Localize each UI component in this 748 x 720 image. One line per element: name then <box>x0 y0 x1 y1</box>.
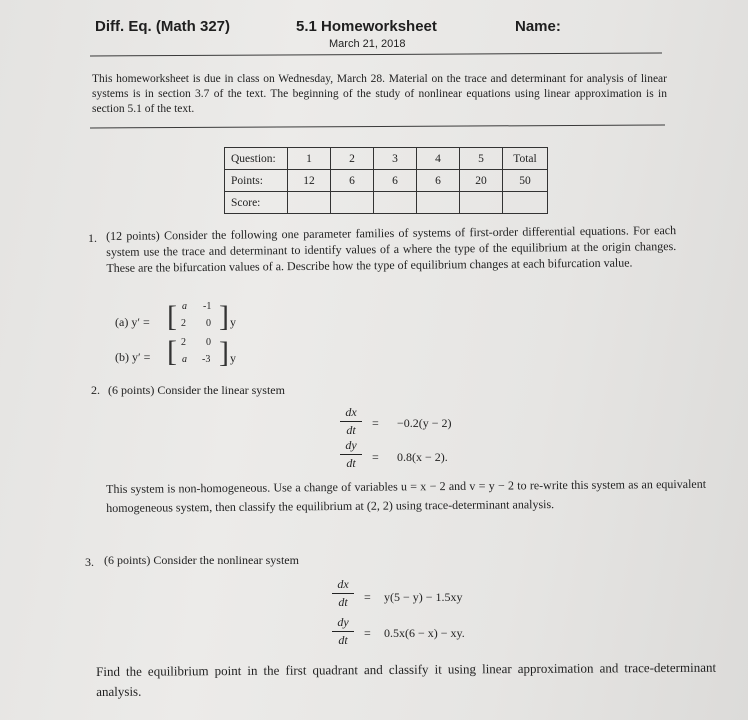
q2-eq2-rhs: 0.8(x − 2). <box>397 450 448 464</box>
row-label: Question: <box>225 148 288 170</box>
score-cell-total <box>503 192 548 214</box>
q2-number: 2. <box>91 383 100 397</box>
q1b-m21: a <box>182 354 187 365</box>
points-cell: 12 <box>288 170 331 192</box>
points-cell: 6 <box>331 170 374 192</box>
q2-eq2-den: dt <box>346 456 356 470</box>
q1b-m22: -3 <box>202 354 211 365</box>
q3-text: (6 points) Consider the nonlinear system <box>104 553 299 567</box>
q1b-m11: 2 <box>181 337 186 348</box>
q1a-m12: -1 <box>203 301 212 312</box>
q2-eq1-derivative <box>340 405 362 438</box>
q1b-m12: 0 <box>206 337 211 348</box>
q2-eq1-rhs: −0.2(y − 2) <box>397 416 452 430</box>
points-cell: 20 <box>460 170 503 192</box>
q1a-label: (a) y′ = <box>115 315 150 329</box>
question-cell: 2 <box>331 148 374 170</box>
q2-text: (6 points) Consider the linear system <box>108 383 285 397</box>
q2-eq2-equals: = <box>372 450 379 464</box>
q3-eq1-rhs: y(5 − y) − 1.5xy <box>384 590 463 604</box>
q1b-label: (b) y′ = <box>115 350 151 364</box>
question-cell: 5 <box>460 148 503 170</box>
score-cell <box>331 192 374 214</box>
q3-eq1-equals: = <box>364 590 371 604</box>
score-table <box>224 147 548 214</box>
score-row-points <box>225 170 548 192</box>
question-cell-total: Total <box>503 148 548 170</box>
intro-paragraph: This homeworksheet is due in class on Wednesday, March 28. Material on the trace and determinant for analysis of linear systems is in section 3.7 of the text. The beginning of the study of nonlinear equations using linear approximation is in section 5.1 of the text. <box>92 73 667 115</box>
q1a-m22: 0 <box>206 318 211 329</box>
q1b-right-bracket: ] <box>219 336 229 369</box>
header-rule <box>90 53 662 57</box>
q1-text: (12 points) Consider the following one parameter families of systems of first-order differential equations. For each system use the trace and determinant to identify values of a where the type of the equilibrium at the origin changes. These are the bifurcation values of a. Describe how the type of equilibrium changes at each bifurcation value. <box>106 223 677 275</box>
q3-number: 3. <box>85 555 94 569</box>
intro-rule <box>90 124 665 128</box>
score-cell <box>460 192 503 214</box>
q2-eq1-den: dt <box>346 423 356 437</box>
score-row-questions <box>225 148 548 170</box>
score-cell <box>288 192 331 214</box>
q1b-left-bracket: [ <box>167 335 177 368</box>
row-label: Points: <box>225 170 288 192</box>
points-cell: 6 <box>417 170 460 192</box>
q1b-vector: y <box>230 351 236 365</box>
q3-eq2-num: dy <box>332 615 354 632</box>
q3-instructions: Find the equilibrium point in the first quadrant and classify it using linear approximation and trace-determinant analysis. <box>96 659 717 699</box>
q1a-right-bracket: ] <box>219 300 229 333</box>
q1a-left-bracket: [ <box>167 300 177 333</box>
q3-eq2-rhs: 0.5x(6 − x) − xy. <box>384 626 465 640</box>
worksheet-title: 5.1 Homeworksheet <box>296 18 437 35</box>
q3-eq2-den: dt <box>338 633 348 647</box>
points-cell-total: 50 <box>503 170 548 192</box>
q1a-vector: y <box>230 315 236 329</box>
score-row-score <box>225 192 548 214</box>
q2-instructions: This system is non-homogeneous. Use a change of variables u = x − 2 and v = y − 2 to re-write this system as an equivalent homogeneous system, then classify the equilibrium at (2, 2) using trace-determinant analysis. <box>106 476 707 515</box>
q2-eq2-num: dy <box>340 438 362 455</box>
score-cell <box>374 192 417 214</box>
q1a-m11: a <box>182 301 187 312</box>
q1a-m21: 2 <box>181 318 186 329</box>
worksheet-date: March 21, 2018 <box>329 38 406 50</box>
points-cell: 6 <box>374 170 417 192</box>
q3-eq2-equals: = <box>364 626 371 640</box>
course-title: Diff. Eq. (Math 327) <box>95 18 231 35</box>
question-cell: 3 <box>374 148 417 170</box>
row-label: Score: <box>225 192 288 214</box>
q3-eq1-den: dt <box>338 595 348 609</box>
q2-eq1-num: dx <box>340 405 362 422</box>
score-cell <box>417 192 460 214</box>
question-cell: 4 <box>417 148 460 170</box>
q3-eq1-derivative <box>332 577 354 610</box>
question-cell: 1 <box>288 148 331 170</box>
q1-number: 1. <box>88 231 97 245</box>
name-label: Name: <box>515 18 561 35</box>
q3-eq2-derivative <box>332 615 354 648</box>
q3-eq1-num: dx <box>332 577 354 594</box>
q2-eq1-equals: = <box>372 416 379 430</box>
q2-eq2-derivative <box>340 438 362 471</box>
